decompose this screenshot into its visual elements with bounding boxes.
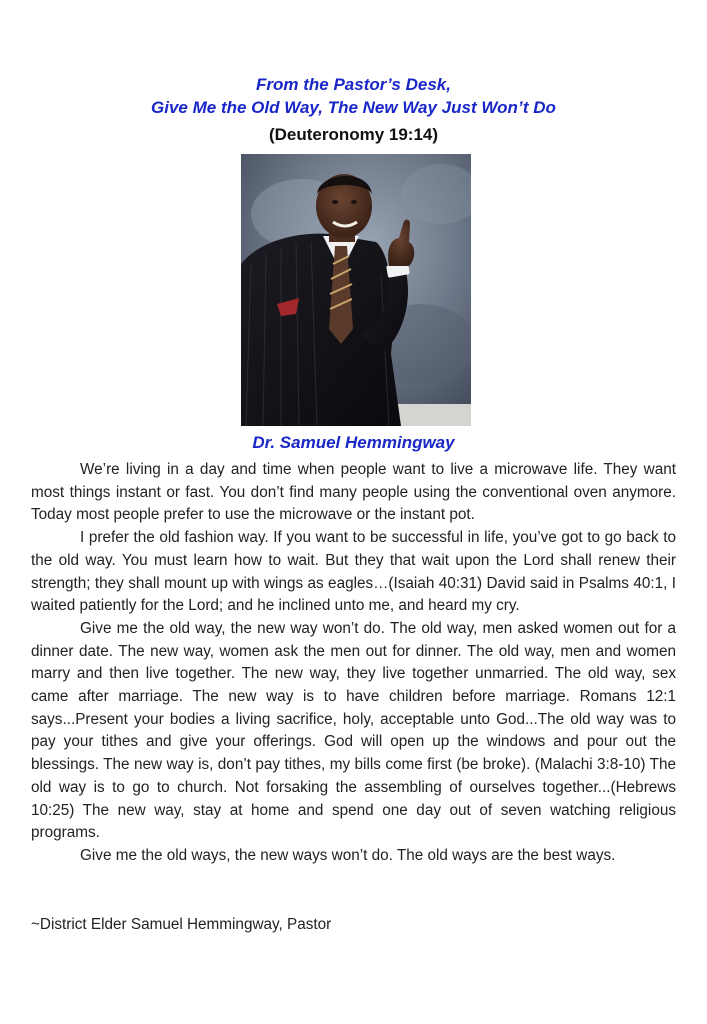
article-body — [31, 459, 676, 868]
paragraph: Give me the old way, the new way won’t do. The old way, men asked women out for a dinner date. The new way, women ask the men out for dinner. The old way, men and women marry and then live together. The new way, they live together unmarried. The old way, sex came after marriage. The new way is to have children before marriage. Romans 12:1 says...Present your bodies a living sacrifice, holy, acceptable unto God...The old way was to pay your tithes and give your offerings. God will open up the windows and pour out the blessings. The new way is, don’t pay tithes, my bills come first (be broke). (Malachi 3:8-10) The old way is to go to church. Not forsaking the assembling of ourselves together...(Hebrews 10:25) The new way, stay at home and spend one day out of seven watching religious programs. — [31, 619, 676, 842]
column-title: From the Pastor’s Desk, — [256, 75, 451, 94]
paragraph: We’re living in a day and time when people want to live a microwave life. They want most things instant or fast. You don’t find many people using the conventional oven anymore. Today most people prefer to use the microwave or the instant pot. — [31, 461, 676, 524]
paragraph: Give me the old ways, the new ways won’t do. The old ways are the best ways. — [80, 846, 616, 864]
scripture-reference: (Deuteronomy 19:14) — [268, 125, 439, 144]
signature: ~District Elder Samuel Hemmingway, Pastor — [31, 916, 332, 933]
author-name: Dr. Samuel Hemmingway — [252, 433, 455, 452]
pastor-portrait-photo — [241, 154, 471, 426]
article-title: Give Me the Old Way, The New Way Just Won’t Do — [151, 98, 556, 117]
paragraph: I prefer the old fashion way. If you want to be successful in life, you’ve got to go back to the old way. You must learn how to wait. But they that wait upon the Lord shall renew their strength; they shall mount up with wings as eagles…(Isaiah 40:31) David said in Psalms 40:1, I waited patiently for the Lord; and he inclined unto me, and heard my cry. — [31, 529, 676, 615]
